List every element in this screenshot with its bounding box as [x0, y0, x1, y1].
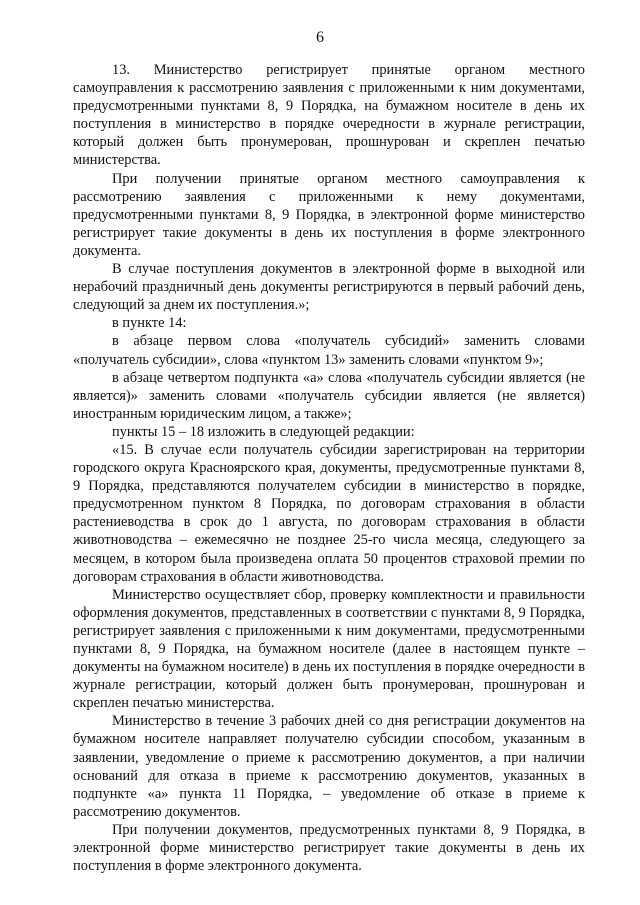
paragraph-point-14-first: в абзаце первом слова «получатель субсидий» заменить словами «получатель субсидии», слова «пунктом 13» заменить словами «пунктом 9»;: [73, 333, 585, 368]
paragraph-ministry-checks: Министерство осуществляет сбор, проверку комплектности и правильности оформления документов, представленных в соответствии с пунктами 8, 9 Порядка, регистрирует заявления с приложенными к ним документами, предусмотренными пунктами 8, 9 Порядка, на бумажном носителе (далее в настоящем пункте – документы на бумажном носителе) в день их поступления в порядке очередности в журнале регистрации, который должен быть пронумерован, прошнурован и скреплен печатью министерства.: [73, 586, 585, 712]
paragraph-ministry-notice: Министерство в течение 3 рабочих дней со дня регистрации документов на бумажном носителе направляет получателю субсидии способом, указанным в заявлении, уведомление о приеме к рассмотрению документов, а при наличии оснований для отказа в приеме к рассмотрению документов, указанных в подпункте «а» пункта 11 Порядка, – уведомление об отказе в приеме к рассмотрению документов.: [73, 713, 585, 820]
paragraph-point-14-intro: в пункте 14:: [112, 315, 187, 332]
paragraph-electronic-registration: При получении принятые органом местного самоуправления к рассмотрению заявления с приложенными к нему документами, предусмотренными пунктами 8, 9 Порядка, в электронной форме министерство регистрирует такие документы в день их поступления в форме электронного документа.: [73, 170, 585, 259]
paragraph-15: «15. В случае если получатель субсидии зарегистрирован на территории городского округа Красноярского края, документы, предусмотренные пунктами 8, 9 Порядка, представляются получателем субсидии в министерство в порядке, предусмотренном пунктом 8 Порядка, по договорам страхования в области растениеводства в срок до 1 августа, по договорам страхования в области животноводства – ежемесячно не позднее 25-го числа месяца, следующего за месяцем, в котором была произведена оплата 50 процентов страховой премии по договорам страхования в области животноводства.: [73, 441, 585, 585]
paragraph-points-15-18-intro: пункты 15 – 18 изложить в следующей редакции:: [112, 423, 415, 440]
paragraph-holiday-registration: В случае поступления документов в электронной форме в выходной или нерабочий праздничный день документы регистрируются в первый рабочий день, следующий за днем их поступления.»;: [73, 261, 585, 314]
paragraph-point-14-fourth: в абзаце четвертом подпункта «а» слова «получатель субсидии является (не является)» заменить словами «получатель субсидии является (не является) иностранным юридическим лицом, а также»;: [73, 369, 585, 422]
paragraph-electronic-receipt: При получении документов, предусмотренных пунктами 8, 9 Порядка, в электронной форме министерство регистрирует такие документы в день их поступления в форме электронного документа.: [73, 821, 585, 875]
document-body: [73, 61, 585, 875]
page-number: 6: [316, 29, 324, 46]
paragraph-13: 13. Министерство регистрирует принятые органом местного самоуправления к рассмотрению заявления с приложенными к ним документами, предусмотренными пунктами 8, 9 Порядка, на бумажном носителе в день их поступления в министерство в порядке очередности в журнале регистрации, который должен быть пронумерован, прошнурован и скреплен печатью министерства.: [73, 62, 585, 169]
